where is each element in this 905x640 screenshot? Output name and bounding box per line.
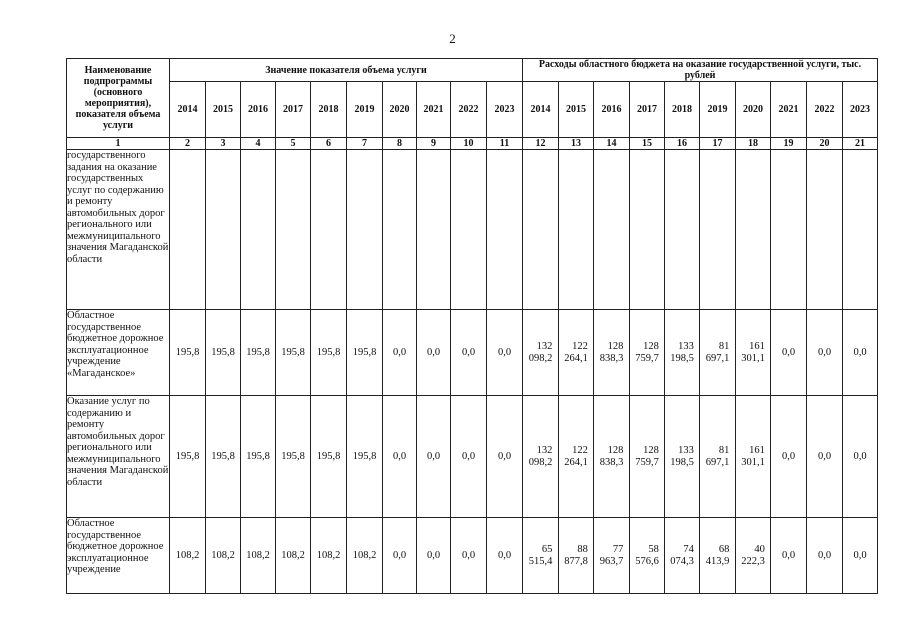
indicator-value: 195,8 xyxy=(206,310,241,396)
expense-value xyxy=(665,150,700,310)
table-row xyxy=(67,518,878,594)
expense-value xyxy=(559,150,594,310)
indicator-value xyxy=(206,150,241,310)
header-year-expenses: 2020 xyxy=(736,82,771,138)
indicator-value: 0,0 xyxy=(451,518,487,594)
expense-value: 81 697,1 xyxy=(700,396,736,518)
row-name: Оказание услуг по содержанию и ремонту автомобильных дорог регионального или межмуниципального значения Магаданской области xyxy=(67,396,170,518)
header-year-expenses: 2016 xyxy=(594,82,630,138)
expense-value xyxy=(594,150,630,310)
expense-value: 122 264,1 xyxy=(559,396,594,518)
expense-value xyxy=(736,150,771,310)
indicator-value: 0,0 xyxy=(417,518,451,594)
indicator-value: 108,2 xyxy=(206,518,241,594)
indicator-value xyxy=(276,150,311,310)
indicator-value: 0,0 xyxy=(383,396,417,518)
table-row xyxy=(67,396,878,518)
expense-value: 68 413,9 xyxy=(700,518,736,594)
expense-value: 58 576,6 xyxy=(630,518,665,594)
expense-value: 0,0 xyxy=(771,518,807,594)
indicator-value: 0,0 xyxy=(451,396,487,518)
expense-value: 161 301,1 xyxy=(736,310,771,396)
indicator-value xyxy=(383,150,417,310)
indicator-value: 0,0 xyxy=(487,310,523,396)
expense-value: 0,0 xyxy=(843,518,878,594)
expense-value: 0,0 xyxy=(771,310,807,396)
header-year-indicator: 2020 xyxy=(383,82,417,138)
indicator-value: 0,0 xyxy=(487,396,523,518)
header-years-row xyxy=(67,82,878,138)
expense-value: 132 098,2 xyxy=(523,310,559,396)
indicator-value: 195,8 xyxy=(276,310,311,396)
header-year-indicator: 2015 xyxy=(206,82,241,138)
header-year-expenses: 2018 xyxy=(665,82,700,138)
column-number: 10 xyxy=(451,138,487,150)
row-name: Областное государственное бюджетное дорожное эксплуатационное учреждение «Магаданское» xyxy=(67,310,170,396)
indicator-value xyxy=(417,150,451,310)
column-number: 8 xyxy=(383,138,417,150)
expense-value xyxy=(843,150,878,310)
expense-value: 88 877,8 xyxy=(559,518,594,594)
table-body xyxy=(67,150,878,594)
header-year-expenses: 2023 xyxy=(843,82,878,138)
indicator-value xyxy=(487,150,523,310)
column-number: 4 xyxy=(241,138,276,150)
column-number: 12 xyxy=(523,138,559,150)
indicator-value: 195,8 xyxy=(170,310,206,396)
column-number: 9 xyxy=(417,138,451,150)
column-number: 20 xyxy=(807,138,843,150)
row-name: Областное государственное бюджетное дорожное эксплуатационное учреждение xyxy=(67,518,170,594)
header-year-indicator: 2022 xyxy=(451,82,487,138)
indicator-value: 108,2 xyxy=(276,518,311,594)
indicator-value xyxy=(311,150,347,310)
header-year-expenses: 2017 xyxy=(630,82,665,138)
expense-value: 133 198,5 xyxy=(665,396,700,518)
table-row xyxy=(67,150,878,310)
column-number: 21 xyxy=(843,138,878,150)
indicator-value: 195,8 xyxy=(311,310,347,396)
indicator-value: 108,2 xyxy=(347,518,383,594)
indicator-value: 0,0 xyxy=(417,396,451,518)
indicator-value: 195,8 xyxy=(241,396,276,518)
expense-value: 0,0 xyxy=(807,518,843,594)
expense-value: 77 963,7 xyxy=(594,518,630,594)
header-year-indicator: 2023 xyxy=(487,82,523,138)
header-year-indicator: 2018 xyxy=(311,82,347,138)
header-year-indicator: 2021 xyxy=(417,82,451,138)
expense-value: 81 697,1 xyxy=(700,310,736,396)
indicator-value: 0,0 xyxy=(487,518,523,594)
header-year-expenses: 2014 xyxy=(523,82,559,138)
header-year-indicator: 2019 xyxy=(347,82,383,138)
expense-value: 65 515,4 xyxy=(523,518,559,594)
expense-value: 0,0 xyxy=(843,310,878,396)
row-name: государственного задания на оказание государственных услуг по содержанию и ремонту автомобильных дорог регионального или межмуниципального значения Магаданской области xyxy=(67,150,170,310)
column-number: 11 xyxy=(487,138,523,150)
header-year-indicator: 2017 xyxy=(276,82,311,138)
indicator-value: 195,8 xyxy=(347,396,383,518)
indicator-value: 195,8 xyxy=(170,396,206,518)
expense-value xyxy=(523,150,559,310)
column-number: 18 xyxy=(736,138,771,150)
expense-value: 133 198,5 xyxy=(665,310,700,396)
expense-value: 40 222,3 xyxy=(736,518,771,594)
expense-value: 161 301,1 xyxy=(736,396,771,518)
column-numbers-row xyxy=(67,138,878,150)
budget-table xyxy=(66,58,878,594)
indicator-value: 108,2 xyxy=(311,518,347,594)
column-number: 13 xyxy=(559,138,594,150)
expense-value: 128 838,3 xyxy=(594,396,630,518)
indicator-value: 0,0 xyxy=(383,310,417,396)
expense-value: 128 759,7 xyxy=(630,310,665,396)
expense-value: 74 074,3 xyxy=(665,518,700,594)
column-number: 2 xyxy=(170,138,206,150)
column-number: 7 xyxy=(347,138,383,150)
expense-value xyxy=(630,150,665,310)
indicator-value xyxy=(347,150,383,310)
header-year-indicator: 2014 xyxy=(170,82,206,138)
expense-value: 0,0 xyxy=(807,396,843,518)
column-number: 1 xyxy=(67,138,170,150)
expense-value: 128 759,7 xyxy=(630,396,665,518)
header-year-expenses: 2021 xyxy=(771,82,807,138)
indicator-value: 195,8 xyxy=(347,310,383,396)
indicator-value: 195,8 xyxy=(206,396,241,518)
column-number: 15 xyxy=(630,138,665,150)
indicator-value: 0,0 xyxy=(383,518,417,594)
expense-value: 122 264,1 xyxy=(559,310,594,396)
header-year-indicator: 2016 xyxy=(241,82,276,138)
indicator-value xyxy=(170,150,206,310)
table-row xyxy=(67,310,878,396)
expense-value: 0,0 xyxy=(843,396,878,518)
indicator-value xyxy=(241,150,276,310)
column-number: 16 xyxy=(665,138,700,150)
indicator-value: 0,0 xyxy=(417,310,451,396)
indicator-value: 0,0 xyxy=(451,310,487,396)
column-number: 19 xyxy=(771,138,807,150)
indicator-value xyxy=(451,150,487,310)
indicator-value: 195,8 xyxy=(241,310,276,396)
header-expenses-group: Расходы областного бюджета на оказание государственной услуги, тыс. рублей xyxy=(523,59,878,82)
expense-value xyxy=(771,150,807,310)
indicator-value: 108,2 xyxy=(241,518,276,594)
column-number: 3 xyxy=(206,138,241,150)
header-name-column: Наименование подпрограммы (основного мероприятия), показателя объема услуги xyxy=(67,59,170,138)
column-number: 14 xyxy=(594,138,630,150)
expense-value: 128 838,3 xyxy=(594,310,630,396)
expense-value: 0,0 xyxy=(771,396,807,518)
expense-value xyxy=(700,150,736,310)
expense-value: 132 098,2 xyxy=(523,396,559,518)
indicator-value: 195,8 xyxy=(311,396,347,518)
header-indicator-group: Значение показателя объема услуги xyxy=(170,59,523,82)
column-number: 17 xyxy=(700,138,736,150)
header-year-expenses: 2015 xyxy=(559,82,594,138)
expense-value xyxy=(807,150,843,310)
indicator-value: 195,8 xyxy=(276,396,311,518)
expense-value: 0,0 xyxy=(807,310,843,396)
header-year-expenses: 2022 xyxy=(807,82,843,138)
column-number: 5 xyxy=(276,138,311,150)
header-year-expenses: 2019 xyxy=(700,82,736,138)
page-number: 2 xyxy=(449,31,456,46)
indicator-value: 108,2 xyxy=(170,518,206,594)
column-number: 6 xyxy=(311,138,347,150)
